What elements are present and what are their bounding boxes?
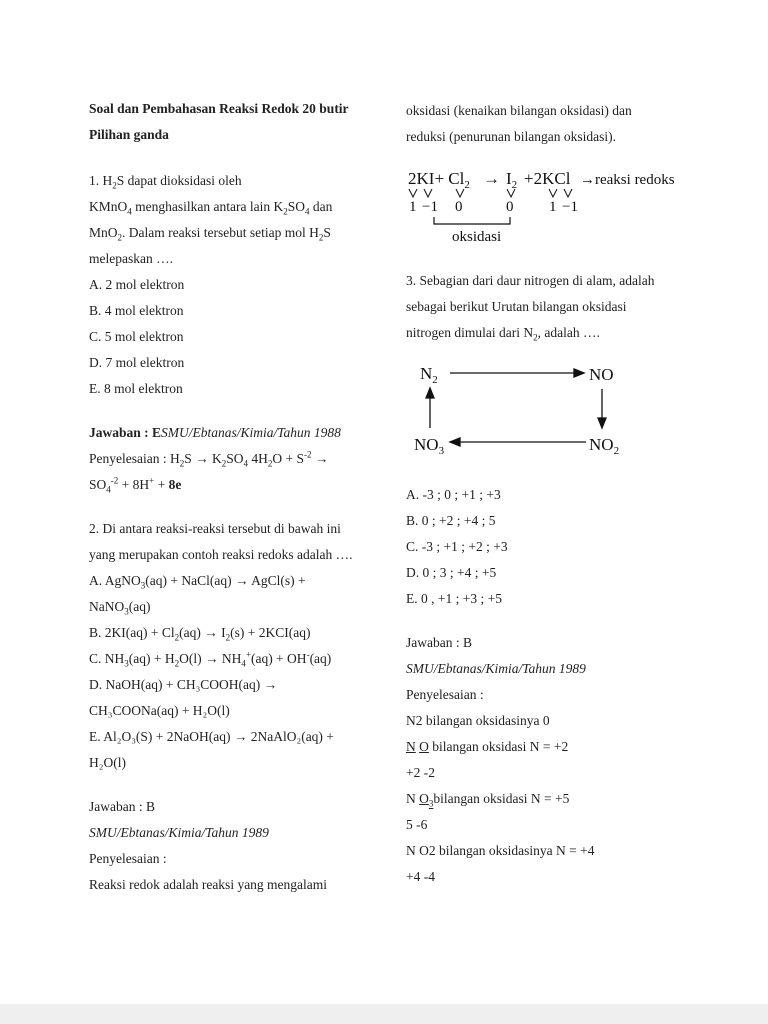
cycle-node-no: NO	[589, 365, 614, 384]
q2-option-b: B. $2KI(aq) + Cl_2(aq) \to I_2(s) + 2KCI(aq)$	[89, 625, 311, 643]
q2-continuation-line2: reduksi (penurunan bilangan oksidasi).	[406, 129, 616, 144]
q1-solution-line2: $SO_4^{-2} + 8H^+ + 8e$	[89, 475, 182, 495]
redox-equation-figure	[406, 164, 706, 250]
q3-option-d: D. 0 ; 3 ; +4 ; +5	[406, 565, 497, 580]
cycle-node-no3: $NO_3$	[414, 435, 445, 457]
q3-solution-line5: 5 -6	[406, 817, 428, 832]
q3-option-b: B. 0 ; +2 ; +4 ; 5	[406, 513, 496, 528]
q2-option-e-line2: H₂O(l)	[89, 755, 126, 770]
q2-option-d-line1: D. NaOH(aq) + CH₃COOH(aq) →	[89, 677, 278, 692]
q2-solution-label: Penyelesaian :	[89, 851, 167, 866]
equation-reactants: $2KI+ Cl_2$	[408, 169, 470, 191]
q1-line3: MnO$_2$. Dalam reaksi tersebut setiap mol $H_2S$	[89, 225, 331, 243]
q2-answer-source: SMU/Ebtanas/Kimia/Tahun 1989	[89, 825, 269, 840]
q3-solution-line6: N O2 bilangan oksidasinya N = +4	[406, 843, 595, 858]
q2-answer: Jawaban : B	[89, 799, 155, 814]
document-title-line2: Pilihan ganda	[89, 127, 169, 142]
q3-line1: 3. Sebagian dari daur nitrogen di alam, adalah	[406, 273, 655, 288]
q2-solution-line: Reaksi redok adalah reaksi yang mengalami	[89, 877, 328, 892]
q2-line1: 2. Di antara reaksi-reaksi tersebut di bawah ini	[89, 521, 341, 536]
q3-solution-line4: N $O_3bilangan$ oksidasi N = +5	[406, 791, 570, 809]
equation-label: →reaksi redoks	[580, 172, 675, 188]
q3-answer: Jawaban : B	[406, 635, 472, 650]
equation-arrow: →	[483, 169, 500, 188]
ox-number-6: −1	[562, 199, 578, 215]
cycle-node-no2: $NO_2$	[589, 435, 620, 457]
oxidation-bracket	[434, 217, 510, 224]
q3-option-c: C. -3 ; +1 ; +2 ; +3	[406, 539, 508, 554]
q1-line2: KMnO$_4$ menghasilkan antara lain $K_2SO_4$ dan	[89, 199, 333, 217]
q2-option-d-line2: CH₃COONa(aq) + H₂O(l)	[89, 703, 230, 718]
q3-line3: nitrogen dimulai dari $N_2$, adalah ….	[406, 325, 600, 343]
oxidation-markers	[409, 189, 572, 197]
q1-option-d: D. 7 mol elektron	[89, 355, 185, 370]
equation-products: +2KCl	[524, 169, 571, 188]
nitrogen-cycle-svg	[406, 354, 646, 464]
q1-line1: 1. $H_2S$ dapat dioksidasi oleh	[89, 173, 242, 191]
q3-solution-line1: N2 bilangan oksidasinya 0	[406, 713, 550, 728]
q1-answer: Jawaban : ESMU/Ebtanas/Kimia/Tahun 1988	[89, 425, 341, 440]
q1-solution-line1: Penyelesaian : $H_2S \to K_2SO_4$ $4H_2O + S^{-2}$ →	[89, 449, 329, 469]
q3-solution-line3: +2 -2	[406, 765, 435, 780]
q3-solution-line7: +4 -4	[406, 869, 435, 884]
q3-answer-source: SMU/Ebtanas/Kimia/Tahun 1989	[406, 661, 586, 676]
q1-option-c: C. 5 mol elektron	[89, 329, 184, 344]
cycle-node-n2: $N_2$	[420, 364, 438, 386]
q3-solution-label: Penyelesaian :	[406, 687, 484, 702]
ox-number-2: −1	[422, 199, 438, 215]
page-bottom-bar	[0, 1004, 768, 1024]
ox-number-5: 1	[549, 199, 557, 215]
equation-iodine: $I_2$	[506, 169, 518, 191]
q2-option-e-line1: E. Al₂O₃(S) + 2NaOH(aq) → 2NaAlO₂(aq) +	[89, 729, 334, 744]
q3-solution-line2: N O bilangan oksidasi N = +2	[406, 739, 569, 754]
nitrogen-cycle-diagram	[406, 354, 646, 464]
q1-line4: melepaskan ….	[89, 251, 173, 266]
oxidation-bracket-label: oksidasi	[452, 229, 502, 245]
q1-option-b: B. 4 mol elektron	[89, 303, 184, 318]
ox-number-4: 0	[506, 199, 514, 215]
q2-continuation-line1: oksidasi (kenaikan bilangan oksidasi) dan	[406, 103, 632, 118]
q2-option-c: C. $NH_3(aq) + H_2O(l) \to NH_4^+(aq) + OH^-(aq)$	[89, 649, 332, 669]
q1-option-e: E. 8 mol elektron	[89, 381, 183, 396]
document-title-line1: Soal dan Pembahasan Reaksi Redok 20 butir	[89, 101, 349, 116]
q2-option-a-line1: A. AgNO$_3$(aq) + NaCl(aq) → AgCl(s) +	[89, 573, 306, 591]
q3-line2: sebagai berikut Urutan bilangan oksidasi	[406, 299, 627, 314]
q1-option-a: A. 2 mol elektron	[89, 277, 185, 292]
ox-number-3: 0	[455, 199, 463, 215]
redox-equation-svg	[406, 164, 706, 250]
q2-option-a-line2: NaNO$_3$(aq)	[89, 599, 151, 617]
q2-line2: yang merupakan contoh reaksi redoks adalah ….	[89, 547, 353, 562]
q3-option-a: A. -3 ; 0 ; +1 ; +3	[406, 487, 501, 502]
cycle-arrows	[426, 369, 606, 446]
ox-number-1: 1	[409, 199, 417, 215]
q3-option-e: E. 0 , +1 ; +3 ; +5	[406, 591, 502, 606]
